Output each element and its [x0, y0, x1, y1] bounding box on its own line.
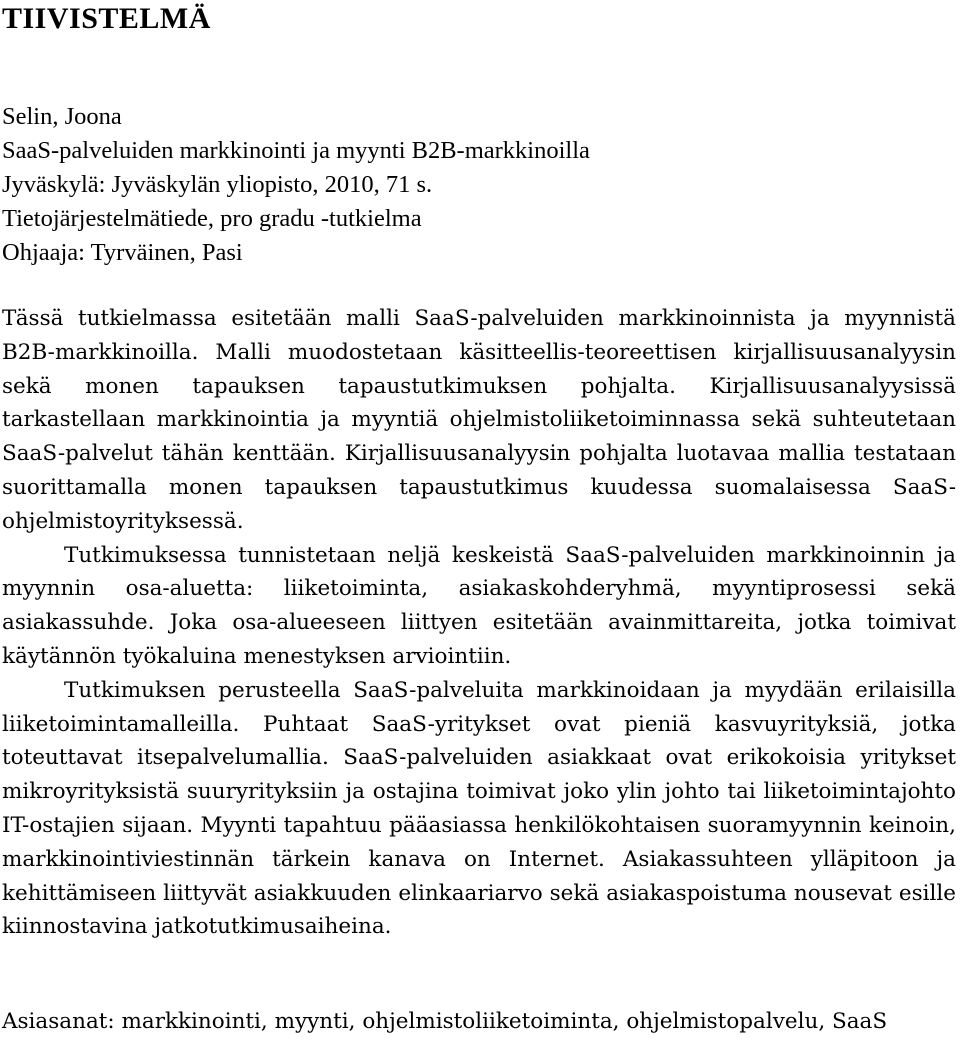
- abstract-paragraph: Tutkimuksessa tunnistetaan neljä keskeistä SaaS-palveluiden markkinoinnin ja myynnin osa-aluetta: liiketoiminta, asiakaskohderyhmä, myyntiprosessi sekä asiakassuhde. Joka osa-alueeseen liittyen esitetään avainmittareita, jotka toimivat käytännön työkaluina menestyksen arviointiin.: [2, 542, 956, 669]
- abstract-paragraph: Tutkimuksen perusteella SaaS-palveluita markkinoidaan ja myydään erilaisilla liiketoimintamalleilla. Puhtaat SaaS-yritykset ovat pieniä kasvuyrityksiä, jotka toteuttavat itsepalvelumallia. SaaS-palveluiden asiakkaat ovat erikokoisia yritykset mikroyrityksistä suuryrityksiin ja ostajina toimivat joko ylin johto tai liiketoimintajohto IT-ostajien sijaan. Myynti tapahtuu pääasiassa henkilökohtaisen suoramyynnin keinoin, markkinointiviestinnän tärkein kanava on Internet. Asiakassuhteen ylläpitoon ja kehittämiseen liittyvät asiakkuuden elinkaariarvo sekä asiakaspoistuma nousevat esille kiinnostavina jatkotutkimusaiheina.: [2, 677, 956, 940]
- publisher-line: Jyväskylä: Jyväskylän yliopisto, 2010, 71 s.: [2, 171, 433, 198]
- program-line: Tietojärjestelmätiede, pro gradu -tutkielma: [2, 205, 422, 232]
- thesis-title-line: SaaS-palveluiden markkinointi ja myynti B2B-markkinoilla: [2, 137, 590, 164]
- author-line: Selin, Joona: [2, 103, 122, 130]
- page-title: TIIVISTELMÄ: [2, 2, 211, 35]
- thesis-metadata: [2, 100, 590, 270]
- abstract-body: [2, 302, 956, 944]
- supervisor-line: Ohjaaja: Tyrväinen, Pasi: [2, 239, 243, 266]
- abstract-paragraph: Tässä tutkielmassa esitetään malli SaaS-palveluiden markkinoinnista ja myynnistä B2B-markkinoilla. Malli muodostetaan käsitteellis-teoreettisen kirjallisuusanalyysin sekä monen tapauksen tapaustutkimuksen pohjalta. Kirjallisuusanalyysissä tarkastellaan markkinointia ja myyntiä ohjelmistoliiketoiminnassa sekä suhteutetaan SaaS-palvelut tähän kenttään. Kirjallisuusanalyysin pohjalta luotavaa mallia testataan suorittamalla monen tapauksen tapaustutkimus kuudessa suomalaisessa SaaS-ohjelmistoyrityksessä.: [2, 306, 956, 534]
- keywords-line: Asiasanat: markkinointi, myynti, ohjelmistoliiketoiminta, ohjelmistopalvelu, SaaS: [2, 1009, 888, 1034]
